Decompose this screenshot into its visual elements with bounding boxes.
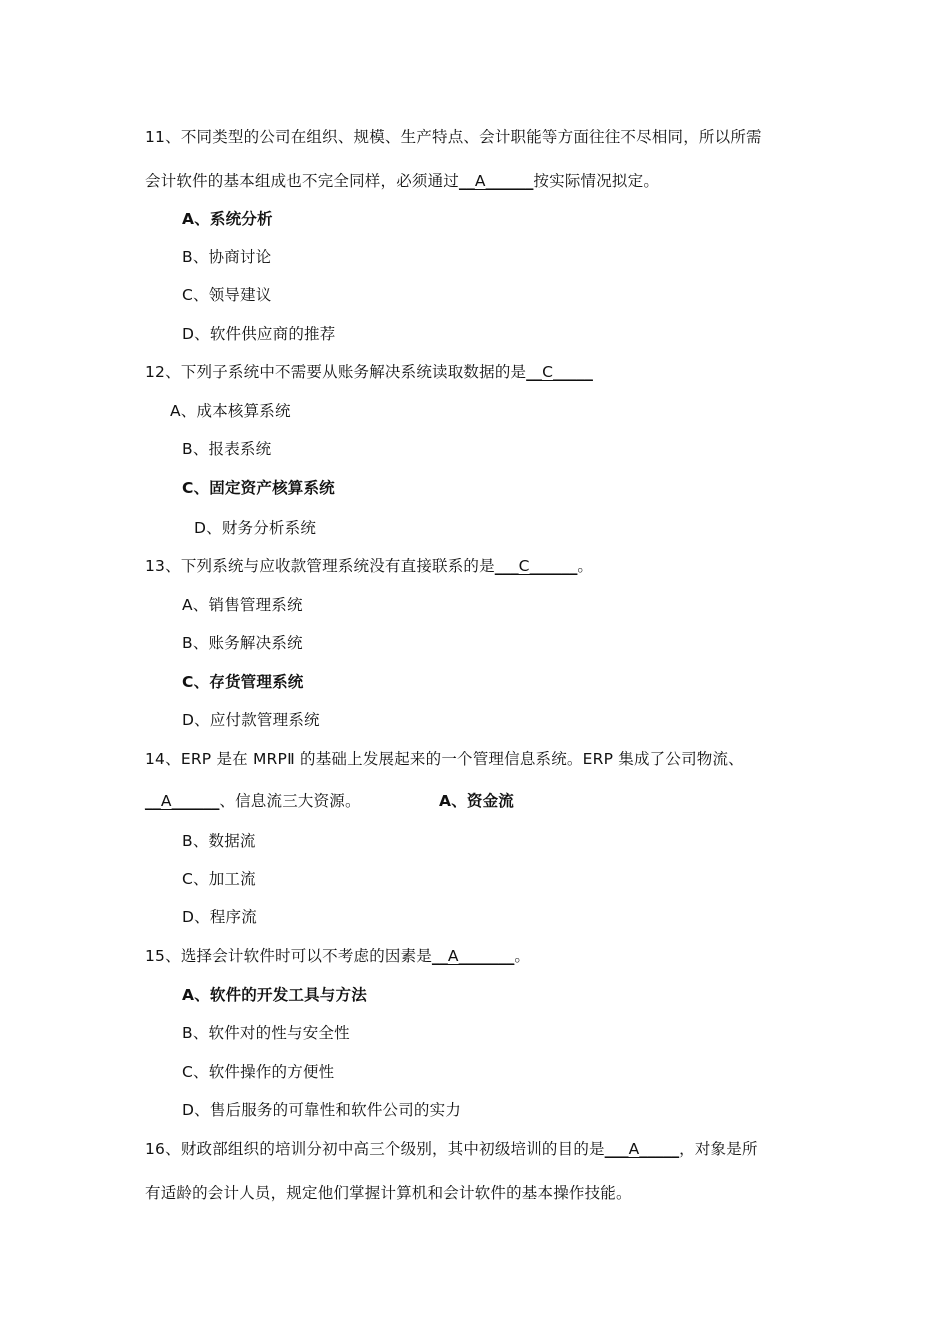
question-12-option-b: B、报表系统 bbox=[182, 440, 272, 458]
question-14-option-b: B、数据流 bbox=[182, 832, 256, 850]
question-11-line-1 bbox=[145, 127, 762, 147]
question-15-line-1 bbox=[145, 946, 530, 966]
question-14-option-d: D、程序流 bbox=[182, 908, 257, 926]
question-15-option-a: A、软件的开发工具与方法 bbox=[182, 986, 367, 1004]
question-16-text: 16、财政部组织的培训分初中高三个级别，其中初级培训的目的是 bbox=[145, 1140, 605, 1158]
question-13-option-d: D、应付款管理系统 bbox=[182, 711, 320, 729]
question-11-text-post: 按实际情况拟定。 bbox=[533, 172, 660, 190]
question-11-line-2 bbox=[145, 171, 659, 191]
question-12-answer-blank: __C_____ bbox=[526, 363, 593, 381]
question-11-text-pre: 会计软件的基本组成也不完全同样，必须通过 bbox=[145, 172, 460, 190]
question-15-option-d: D、售后服务的可靠性和软件公司的实力 bbox=[182, 1101, 462, 1119]
question-12-option-c: C、固定资产核算系统 bbox=[182, 479, 335, 497]
question-12-option-d: D、财务分析系统 bbox=[194, 519, 317, 537]
question-15-answer-blank: __A_______ bbox=[432, 947, 515, 965]
question-16-answer-blank: ___A_____ bbox=[604, 1140, 680, 1158]
question-13-line-1 bbox=[145, 556, 593, 576]
question-12-line-1 bbox=[145, 362, 593, 382]
question-11-option-c: C、领导建议 bbox=[182, 286, 272, 304]
question-12-text: 12、下列子系统中不需要从账务解决系统读取数据的是 bbox=[145, 363, 527, 381]
question-13-option-a: A、销售管理系统 bbox=[182, 596, 303, 614]
question-13-answer-blank: ___C______ bbox=[494, 557, 578, 575]
question-13-text: 13、下列系统与应收款管理系统没有直接联系的是 bbox=[145, 557, 495, 575]
question-15-option-c: C、软件操作的方便性 bbox=[182, 1063, 335, 1081]
question-14-line-1 bbox=[145, 749, 744, 769]
question-16-text-post: ，对象是所 bbox=[679, 1140, 758, 1158]
question-11-option-a: A、系统分析 bbox=[182, 210, 273, 228]
question-12-option-a: A、成本核算系统 bbox=[170, 402, 291, 420]
question-13-text-post: 。 bbox=[577, 557, 594, 575]
question-14-text-post: 、信息流三大资源。 bbox=[219, 792, 361, 810]
question-15-text-post: 。 bbox=[514, 947, 531, 965]
question-13-option-b: B、账务解决系统 bbox=[182, 634, 303, 652]
question-15-option-b: B、软件对的性与安全性 bbox=[182, 1024, 350, 1042]
question-11-answer-blank: __A______ bbox=[459, 172, 534, 190]
question-11-option-d: D、软件供应商的推荐 bbox=[182, 325, 336, 343]
question-16-text-cont: 有适龄的会计人员，规定他们掌握计算机和会计软件的基本操作技能。 bbox=[145, 1184, 632, 1202]
question-14-option-c: C、加工流 bbox=[182, 870, 256, 888]
question-14-text: 14、ERP 是在 MRPⅡ 的基础上发展起来的一个管理信息系统。ERP 集成了公司物流、 bbox=[145, 750, 744, 768]
question-16-line-2 bbox=[145, 1183, 632, 1203]
question-16-line-1 bbox=[145, 1139, 758, 1159]
question-11-text: 11、不同类型的公司在组织、规模、生产特点、会计职能等方面往往不尽相同，所以所需 bbox=[145, 128, 762, 146]
question-13-option-c: C、存货管理系统 bbox=[182, 673, 304, 691]
question-14-answer-blank: __A______ bbox=[145, 792, 220, 810]
question-15-text: 15、选择会计软件时可以不考虑的因素是 bbox=[145, 947, 433, 965]
question-14-option-a: A、资金流 bbox=[439, 792, 514, 810]
question-11-option-b: B、协商讨论 bbox=[182, 248, 272, 266]
question-14-line-2 bbox=[145, 791, 361, 811]
